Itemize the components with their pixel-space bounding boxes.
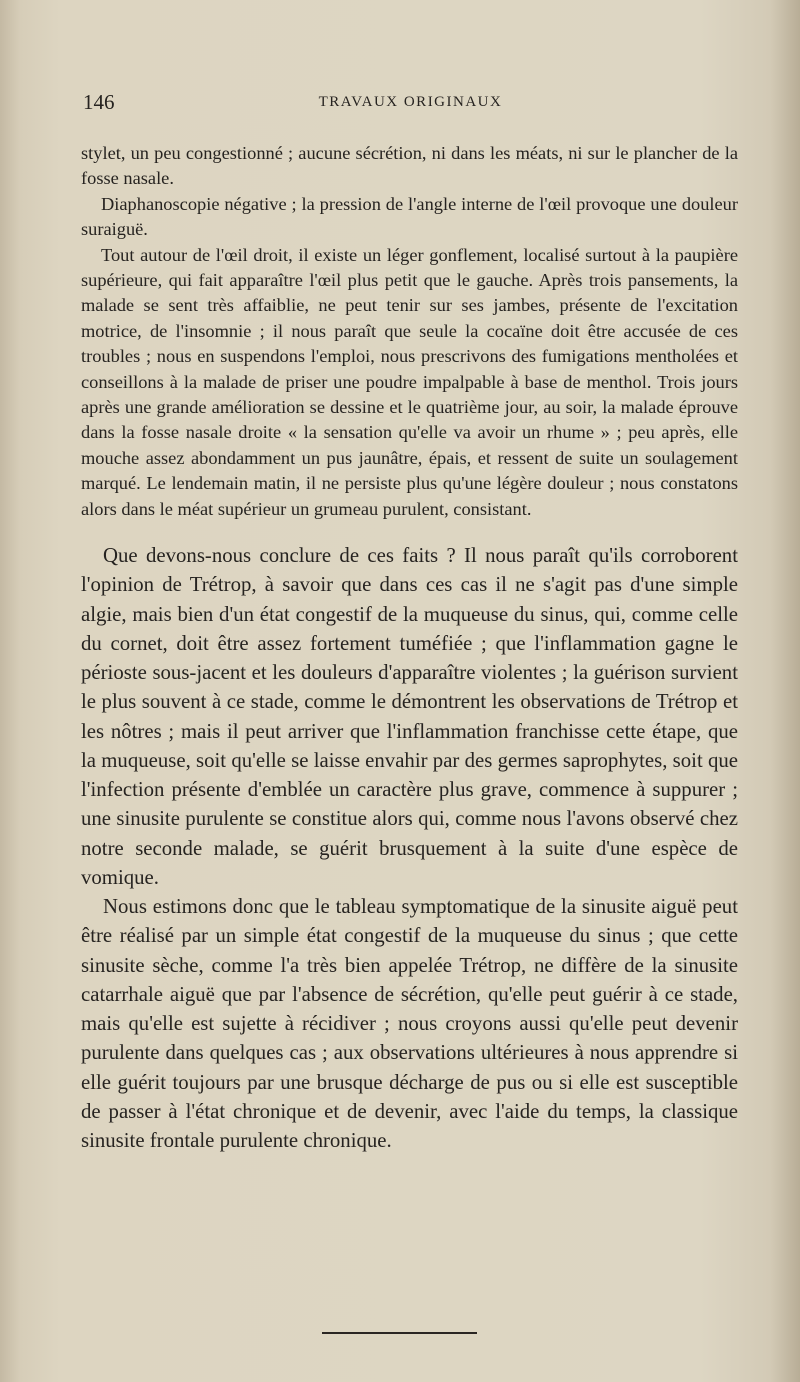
paragraph: stylet, un peu congestionné ; aucune sécrétion, ni dans les méats, ni sur le plancher de la fosse nasale.: [81, 143, 738, 189]
page-header: [83, 90, 738, 120]
body-text: [81, 141, 738, 1155]
paragraph: Nous estimons donc que le tableau symptomatique de la sinusite aiguë peut être réalisé par un simple état congestif de la muqueuse du sinus ; que cette sinusite sèche, comme l'a très bien appelée Trétrop, ne diffère de la sinusite catarrhale aiguë que par l'absence de sécrétion, qu'elle peut guérir à ce stade, mais qu'elle est sujette à récidiver ; nous croyons aussi qu'elle peut devenir purulente dans quelques cas ; aux observations ultérieures à nous apprendre si elle guérit toujours par une brusque décharge de pus ou si elle est susceptible de passer à l'état chronique et de devenir, avec l'aide du temps, la classique sinusite frontale purulente chronique.: [81, 895, 738, 1153]
case-notes-block: [81, 141, 738, 522]
section-end-rule: [322, 1332, 477, 1334]
paragraph: Tout autour de l'œil droit, il existe un léger gonflement, localisé surtout à la paupière supérieure, qui fait apparaître l'œil plus petit que le gauche. Après trois pansements, la malade se sent très affaiblie, ne peut tenir sur ses jambes, présente de l'excitation motrice, de l'insomnie ; il nous paraît que seule la cocaïne doit être accusée de ces troubles ; nous en suspendons l'emploi, nous prescrivons des fumigations mentholées et conseillons à la malade de priser une poudre impalpable à base de menthol. Trois jours après une grande amélioration se dessine et le quatrième jour, au soir, la malade éprouve dans la fosse nasale droite « la sensation qu'elle va avoir un rhume » ; peu après, elle mouche assez abondamment un pus jaunâtre, épais, et ressent de suite un soulagement marqué. Le lendemain matin, il ne persiste plus qu'une légère douleur ; nous constatons alors dans le méat supérieur un grumeau purulent, consistant.: [81, 244, 738, 519]
discussion-block: [81, 541, 738, 1155]
paragraph: Que devons-nous conclure de ces faits ? Il nous paraît qu'ils corroborent l'opinion de Trétrop, à savoir que dans ces cas il ne s'agit pas d'une simple algie, mais bien d'un état congestif de la muqueuse du sinus, qui, comme celle du cornet, doit être assez fortement tuméfiée ; que l'inflammation gagne le périoste sous-jacent et les douleurs d'apparaître violentes ; la guérison survient le plus souvent à ce stade, comme le démontrent les observations de Trétrop et les nôtres ; mais il peut arriver que l'inflammation franchisse cette étape, que la muqueuse, soit qu'elle se laisse envahir par des germes saprophytes, soit que l'infection présente d'emblée un caractère plus grave, commence à suppurer ; une sinusite purulente se constitue alors qui, comme nous l'avons observé chez notre seconde malade, se guérit brusquement à la suite d'une espèce de vomique.: [81, 544, 738, 889]
running-head: TRAVAUX ORIGINAUX: [318, 94, 503, 110]
paragraph: Diaphanoscopie négative ; la pression de l'angle interne de l'œil provoque une douleur suraiguë.: [81, 193, 738, 240]
page-number: 146: [83, 90, 115, 114]
